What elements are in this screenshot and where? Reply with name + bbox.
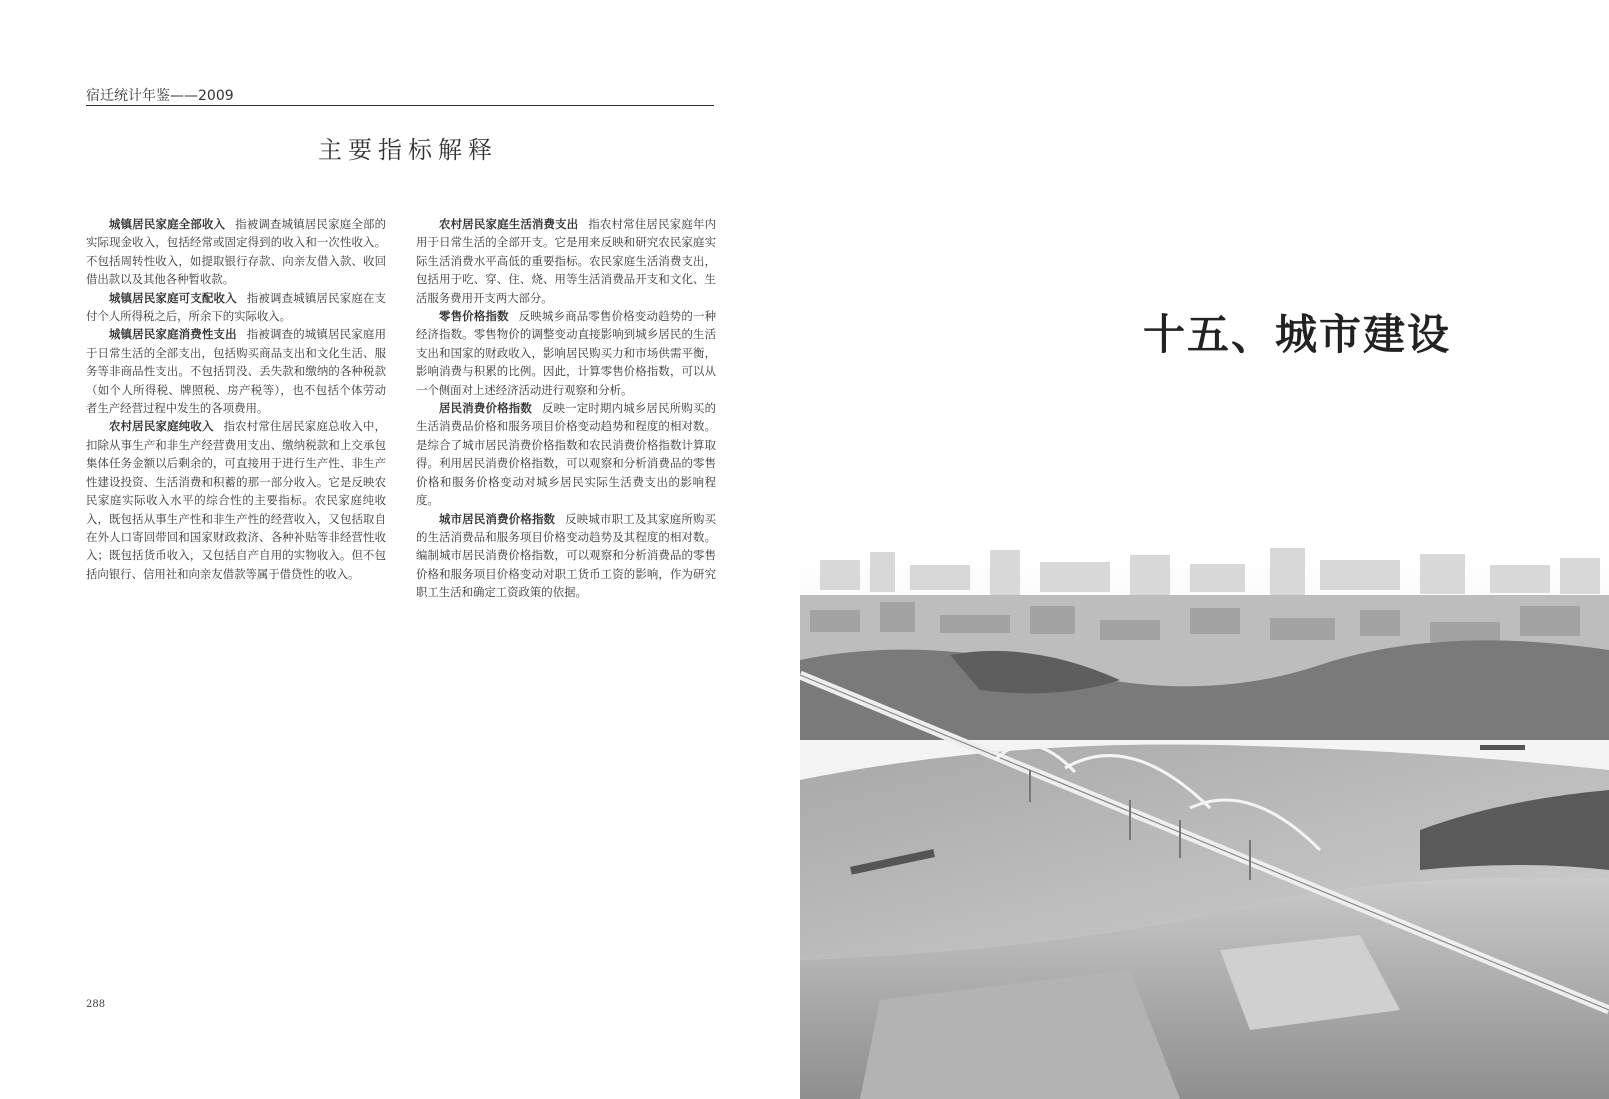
definition-term: 城市居民消费价格指数 xyxy=(439,511,556,526)
definition-paragraph xyxy=(86,289,386,326)
right-text-column xyxy=(416,215,716,602)
section-title: 主要指标解释 xyxy=(318,136,498,164)
definition-text: 指农村常住居民家庭总收入中，扣除从事生产和非生产经营费用支出、缴纳税款和上交承包集体任务金额以后剩余的，可直接用于进行生产性、非生产性建设投资、生活消费和积蓄的那一部分收入。它是反映农民家庭实际收入水平的综合性的主要指标。农民家庭纯收入，既包括从事生产性和非生产性的经营收入，又包括取自在外人口寄回带回和国家财政救济、各种补贴等非经营性收入；既包括货币收入，又包括自产自用的实物收入。但不包括向银行、信用社和向亲友借款等属于借贷性的收入。 xyxy=(86,419,386,581)
definition-text: 反映城市职工及其家庭所购买的生活消费品和服务项目价格变动趋势及其程度的相对数。编制城市居民消费价格指数，可以观察和分析消费品的零售价格和服务项目价格变动对职工货币工资的影响，作为研究职工生活和确定工资政策的依据。 xyxy=(416,511,716,600)
definition-term: 零售价格指数 xyxy=(439,309,509,324)
definition-paragraph xyxy=(416,399,716,509)
definition-term: 城镇居民家庭可支配收入 xyxy=(109,290,237,305)
city-bridge-aerial-photo xyxy=(800,540,1609,1099)
definition-term: 居民消费价格指数 xyxy=(439,401,532,416)
definition-text: 指被调查城镇居民家庭在支付个人所得税之后，所余下的实际收入。 xyxy=(86,290,386,324)
definition-paragraph xyxy=(416,307,716,399)
definition-paragraph xyxy=(416,215,716,307)
definition-text: 指农村常住居民家庭年内用于日常生活的全部开支。它是用来反映和研究农民家庭实际生活消费水平高低的重要指标。农民家庭生活消费支出，包括用于吃、穿、住、烧、用等生活消费品开支和文化、生活服务费用开支两大部分。 xyxy=(416,217,716,305)
definition-text: 反映一定时期内城乡居民所购买的生活消费品价格和服务项目价格变动趋势和程度的相对数。是综合了城市居民消费价格指数和农民消费价格指数计算取得。利用居民消费价格指数，可以观察和分析消费品的零售价格和服务价格变动对城乡居民实际生活费支出的影响程度。 xyxy=(416,401,716,508)
definition-text: 指被调查的城镇居民家庭用于日常生活的全部支出，包括购买商品支出和文化生活、服务等非商品性支出。不包括罚没、丢失款和缴纳的各种税款（如个人所得税、牌照税、房产税等），也不包括个体劳动者生产经营过程中发生的各项费用。 xyxy=(86,327,386,416)
header-rule xyxy=(86,105,714,106)
definition-term: 城镇居民家庭全部收入 xyxy=(109,217,226,231)
definition-term: 城镇居民家庭消费性支出 xyxy=(109,327,237,342)
definition-paragraph xyxy=(86,215,386,289)
definition-text: 指被调查城镇居民家庭全部的实际现金收入，包括经常或固定得到的收入和一次性收入。不包括周转性收入，如提取银行存款、向亲友借入款、收回借出款以及其他各种暂收款。 xyxy=(86,217,386,287)
definition-paragraph xyxy=(86,417,386,583)
definition-text: 反映城乡商品零售价格变动趋势的一种经济指数。零售物价的调整变动直接影响到城乡居民的生活支出和国家的财政收入，影响居民购买力和市场供需平衡，影响消费与积累的比例。因此，计算零售价格指数，可以从一个侧面对上述经济活动进行观察和分析。 xyxy=(416,309,716,397)
running-head: 宿迁统计年鉴——2009 xyxy=(86,88,234,104)
chapter-title: 十五、城市建设 xyxy=(1143,310,1452,359)
definition-term: 农村居民家庭纯收入 xyxy=(109,419,214,434)
definition-paragraph xyxy=(86,325,386,417)
page-number: 288 xyxy=(86,999,106,1010)
left-text-column xyxy=(86,215,386,583)
definition-term: 农村居民家庭生活消费支出 xyxy=(439,217,579,231)
definition-paragraph xyxy=(416,510,716,602)
